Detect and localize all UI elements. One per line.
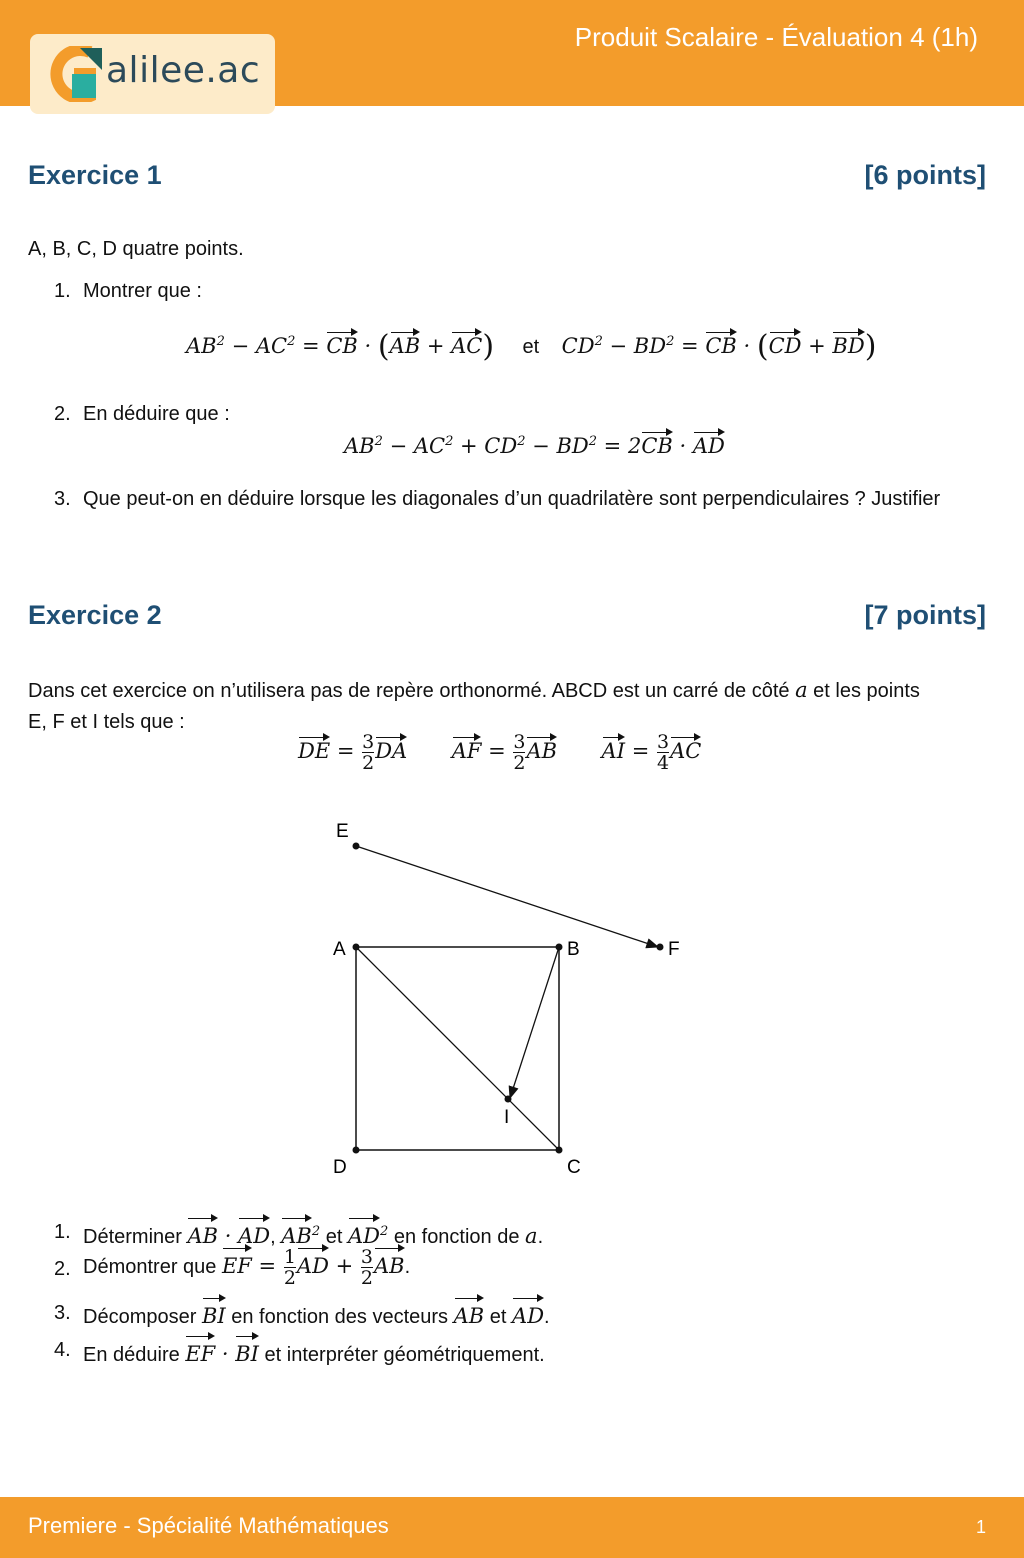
- exercise1-title: Exercice 1: [28, 160, 162, 190]
- ex1-item2-text: En déduire que :: [83, 403, 230, 425]
- document-title: Produit Scalaire - Évaluation 4 (1h): [574, 22, 978, 52]
- galilee-logo[interactable]: [30, 34, 275, 114]
- ex1-item3-number: 3.: [54, 488, 71, 510]
- exercise2-intro-line2: E, F et I tels que :: [28, 711, 185, 733]
- label-i: I: [504, 1107, 510, 1128]
- exercise1-points: [6 points]: [864, 160, 986, 190]
- point-d: [353, 1147, 360, 1154]
- vector-ef: [356, 846, 658, 947]
- ex2-item4-number: 4.: [54, 1339, 71, 1361]
- exercise1-heading: [28, 160, 986, 194]
- exercise1-intro: A, B, C, D quatre points.: [28, 238, 244, 260]
- ex2-item4: En déduire EF · BI et interpréter géométriquement.: [83, 1332, 545, 1371]
- exercise2-intro-line1: [28, 674, 920, 707]
- ex2-item2-number: 2.: [54, 1258, 71, 1280]
- ex2-item3-t3: et: [489, 1306, 507, 1328]
- ex2-item2-t1: Démontrer que: [83, 1256, 217, 1278]
- ex2-item1-number: 1.: [54, 1221, 71, 1243]
- ex2-item2: Démontrer que EF = $\frac{1}{2}$ AD + $\frac{3}{2}$ AB.: [83, 1246, 411, 1289]
- point-a: [353, 944, 360, 951]
- point-b: [556, 944, 563, 951]
- exercise2-points: [7 points]: [864, 600, 986, 630]
- point-c: [556, 1147, 563, 1154]
- point-e: [353, 843, 360, 850]
- label-e: E: [336, 821, 349, 842]
- exercise2-heading: [28, 600, 986, 634]
- geometry-figure: [300, 810, 720, 1190]
- ex2-item3-t2: en fonction des vecteurs: [231, 1306, 449, 1328]
- intro-variable: a: [795, 678, 808, 702]
- ex1-item3-text: Que peut-on en déduire lorsque les diagonales d’un quadrilatère sont perpendiculaires ? Justifier: [83, 488, 941, 510]
- ex1-item1-text: Montrer que :: [83, 280, 202, 302]
- diagonal-ac: [356, 947, 559, 1150]
- page-number: 1: [975, 1517, 986, 1537]
- ex2-item4-t2: et interpréter géométriquement.: [264, 1344, 545, 1366]
- ex2-item4-t1: En déduire: [83, 1344, 180, 1366]
- label-d: D: [333, 1157, 347, 1178]
- ex1-equation-2: $AB^2 - AC^2 + CD^2 - BD^2 = 2CB$ · AD: [344, 428, 725, 458]
- ex2-item3-number: 3.: [54, 1302, 71, 1324]
- label-f: F: [668, 939, 680, 960]
- point-i: [505, 1096, 512, 1103]
- page-header: [0, 0, 1024, 106]
- point-f: [657, 944, 664, 951]
- ex2-item1: Déterminer AB · AD, $AB^2$ et $AD^2$ en fonction de a.: [83, 1214, 543, 1253]
- ex2-item1-t2: et: [325, 1226, 343, 1248]
- ex1-item2-number: 2.: [54, 403, 71, 425]
- equation-conjunction: et: [522, 336, 540, 358]
- page-footer: [0, 1497, 1024, 1558]
- ex1-item1-number: 1.: [54, 280, 71, 302]
- ex2-item3: Décomposer BI en fonction des vecteurs AB et AD.: [83, 1294, 550, 1333]
- vector-bi: [510, 947, 559, 1098]
- ex1-equation-1: $AB^2 - AC^2$ = CB · (AB + AC) et $CD^2 - BD^2$ = CB · (CD + BD): [186, 329, 877, 364]
- exercise2-title: Exercice 2: [28, 600, 162, 630]
- label-a: A: [333, 939, 346, 960]
- ex2-item3-t1: Décomposer: [83, 1306, 197, 1328]
- logo-text: alilee.ac: [106, 50, 261, 91]
- footer-course: Premiere - Spécialité Mathématiques: [28, 1513, 389, 1538]
- ex2-item1-t3: en fonction de: [393, 1226, 520, 1248]
- intro-text-a: Dans cet exercice on n’utilisera pas de repère orthonormé. ABCD est un carré de côté: [28, 680, 790, 702]
- ex2-item1-t1: Déterminer: [83, 1226, 182, 1248]
- label-c: C: [567, 1157, 581, 1178]
- label-b: B: [567, 939, 580, 960]
- logo-mark-icon: [50, 46, 102, 102]
- intro-text-b: et les points: [813, 680, 920, 702]
- ex2-item1-var: a: [525, 1224, 538, 1248]
- ex2-definitions: DE = $\frac{3}{2}$ DA AF = $\frac{3}{2}$ AB AI = $\frac{3}{4}$ AC: [298, 731, 702, 774]
